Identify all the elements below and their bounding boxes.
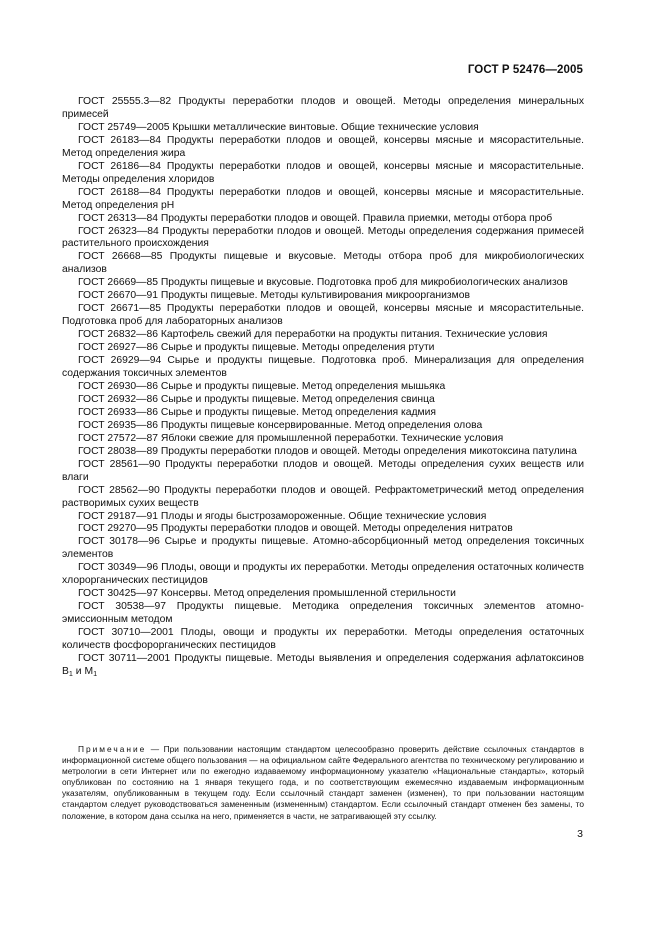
reference-item: ГОСТ 26935—86 Продукты пищевые консервированные. Метод определения олова [78, 419, 483, 431]
subscript: 1 [93, 668, 98, 678]
reference-item: ГОСТ 30538—97 Продукты пищевые. Методика определения токсичных элементов атомно-эмиссионным методом [62, 601, 584, 626]
note-text: — При пользовании настоящим стандартом целесообразно проверить действие ссылочных стандартов в информационной системе общего пользования — на официальном сайте Федерального агентства по техническому регулированию и метрологии в сети Интернет или по ежегодно издаваемому информационному указателю «Национальные стандарты», который опубликован по состоянию на 1 января текущего года, и по соответствующим ежемесячно издаваемым информационным указателям, опубликованным в текущем году. Если ссылочный стандарт заменен (изменен), то при пользовании настоящим стандартом следует руководствоваться замененным (измененным) стандартом. Если ссылочный стандарт отменен без замены, то положение, в котором дана ссылка на него, применяется в части, не затрагивающей эту ссылку. [62, 744, 584, 821]
reference-item: ГОСТ 28562—90 Продукты переработки плодов и овощей. Рефрактометрический метод определения растворимых сухих веществ [62, 484, 584, 509]
note-label: Примечание [78, 744, 147, 754]
reference-item: ГОСТ 30178—96 Сырье и продукты пищевые. Атомно-абсорбционный метод определения токсичных элементов [62, 536, 584, 561]
reference-item: ГОСТ 30425—97 Консервы. Метод определения промышленной стерильности [78, 588, 456, 600]
subscript: 1 [68, 668, 73, 678]
reference-item: ГОСТ 28038—89 Продукты переработки плодов и овощей. Методы определения микотоксина патулина [78, 445, 577, 457]
reference-item: ГОСТ 29187—91 Плоды и ягоды быстрозамороженные. Общие технические условия [78, 510, 487, 522]
reference-item: ГОСТ 26323—84 Продукты переработки плодов и овощей. Методы определения содержания примесей растительного происхождения [62, 225, 584, 250]
reference-item: ГОСТ 26927—86 Сырье и продукты пищевые. Методы определения ртути [78, 342, 435, 354]
document-header: ГОСТ Р 52476—2005 [467, 64, 583, 76]
normative-references-list [62, 96, 584, 681]
reference-item: ГОСТ 28561—90 Продукты переработки плодов и овощей. Методы определения сухих веществ или влаги [62, 458, 584, 483]
reference-item: ГОСТ 26832—86 Картофель свежий для переработки на продукты питания. Технические условия [78, 329, 548, 341]
reference-item: ГОСТ 26930—86 Сырье и продукты пищевые. Метод определения мышьяка [78, 380, 446, 392]
reference-text-mid: и M [72, 665, 94, 677]
reference-item: ГОСТ 29270—95 Продукты переработки плодов и овощей. Методы определения нитратов [78, 523, 513, 535]
reference-item: ГОСТ 27572—87 Яблоки свежие для промышленной переработки. Технические условия [78, 432, 504, 444]
reference-item: ГОСТ 26929—94 Сырье и продукты пищевые. Подготовка проб. Минерализация для определения содержания токсичных элементов [62, 355, 584, 380]
reference-item: ГОСТ 26669—85 Продукты пищевые и вкусовые. Подготовка проб для микробиологических анализов [78, 277, 568, 289]
reference-item: ГОСТ 26670—91 Продукты пищевые. Методы культивирования микроорганизмов [78, 290, 470, 302]
reference-item: ГОСТ 26188—84 Продукты переработки плодов и овощей, консервы мясные и мясорастительные. Метод определения pH [62, 186, 584, 211]
note-paragraph [62, 744, 584, 822]
reference-text: ГОСТ 30711—2001 Продукты пищевые. Методы выявления и определения содержания афлатоксинов B [62, 652, 584, 677]
page-number: 3 [577, 828, 583, 840]
reference-item-aflatoxins [62, 653, 584, 681]
reference-item: ГОСТ 26932—86 Сырье и продукты пищевые. Метод определения свинца [78, 393, 435, 405]
reference-item: ГОСТ 26671—85 Продукты переработки плодов и овощей, консервы мясные и мясорастительные. Подготовка проб для лабораторных анализов [62, 303, 584, 328]
reference-item: ГОСТ 26186—84 Продукты переработки плодов и овощей, консервы мясные и мясорастительные. Методы определения хлоридов [62, 160, 584, 185]
reference-item: ГОСТ 26313—84 Продукты переработки плодов и овощей. Правила приемки, методы отбора проб [78, 212, 553, 224]
reference-item: ГОСТ 26933—86 Сырье и продукты пищевые. Метод определения кадмия [78, 406, 436, 418]
reference-item: ГОСТ 25555.3—82 Продукты переработки плодов и овощей. Методы определения минеральных примесей [62, 96, 584, 120]
reference-item: ГОСТ 26668—85 Продукты пищевые и вкусовые. Методы отбора проб для микробиологических анализов [62, 251, 584, 276]
reference-item: ГОСТ 26183—84 Продукты переработки плодов и овощей, консервы мясные и мясорастительные. Метод определения жира [62, 134, 584, 159]
reference-item: ГОСТ 30349—96 Плоды, овощи и продукты их переработки. Методы определения остаточных количеств хлорорганических пестицидов [62, 562, 584, 587]
reference-item: ГОСТ 30710—2001 Плоды, овощи и продукты их переработки. Методы определения остаточных количеств фосфорорганических пестицидов [62, 627, 584, 652]
reference-item: ГОСТ 25749—2005 Крышки металлические винтовые. Общие технические условия [78, 121, 479, 133]
